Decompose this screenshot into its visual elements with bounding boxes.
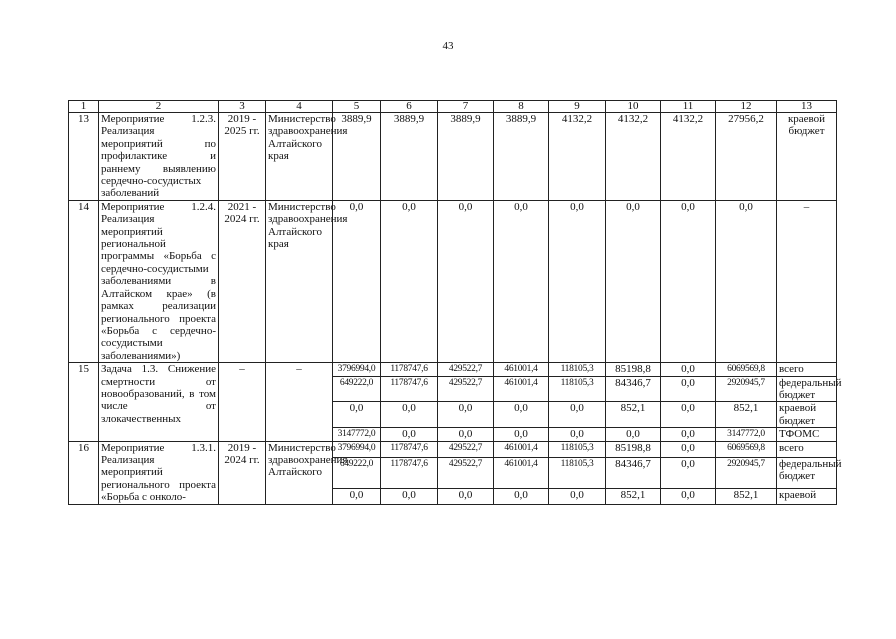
value-cell: 1178747,6 — [381, 363, 438, 376]
value-cell: 852,1 — [606, 402, 661, 428]
value-cell: 852,1 — [716, 402, 777, 428]
value-cell: 0,0 — [549, 200, 606, 362]
value-cell: 0,0 — [381, 200, 438, 362]
value-cell: 461001,4 — [494, 363, 549, 376]
value-cell: 118105,3 — [549, 376, 606, 402]
row-period: – — [219, 363, 266, 441]
table-row — [69, 441, 837, 457]
value-cell: 0,0 — [333, 488, 381, 504]
column-header: 8 — [494, 101, 549, 113]
value-cell: 4132,2 — [661, 113, 716, 201]
funding-source: ТФОМС — [777, 428, 837, 441]
row-executor: Министерство здравоохранения Алтайского — [266, 441, 333, 504]
value-cell: 0,0 — [606, 200, 661, 362]
column-header: 1 — [69, 101, 99, 113]
value-cell: 3889,9 — [381, 113, 438, 201]
value-cell: 0,0 — [381, 428, 438, 441]
budget-table — [68, 100, 842, 505]
column-header: 13 — [777, 101, 837, 113]
column-header: 4 — [266, 101, 333, 113]
value-cell: 4132,2 — [549, 113, 606, 201]
value-cell: 85198,8 — [606, 363, 661, 376]
row-number: 16 — [69, 441, 99, 504]
value-cell: 0,0 — [494, 200, 549, 362]
value-cell: 0,0 — [438, 200, 494, 362]
value-cell: 27956,2 — [716, 113, 777, 201]
value-cell: 0,0 — [381, 402, 438, 428]
funding-source: краевой — [777, 488, 837, 504]
value-cell: 0,0 — [661, 428, 716, 441]
page-number: 43 — [442, 40, 454, 52]
column-header: 10 — [606, 101, 661, 113]
row-name: Задача 1.3. Снижение смертности от новообразований, в том числе от злокачественных — [99, 363, 219, 441]
value-cell: 0,0 — [438, 402, 494, 428]
value-cell: 0,0 — [494, 488, 549, 504]
value-cell: 461001,4 — [494, 376, 549, 402]
value-cell: 6069569,8 — [716, 441, 777, 457]
table-row — [69, 200, 837, 362]
value-cell: 0,0 — [549, 402, 606, 428]
header-row — [69, 101, 837, 113]
column-header: 5 — [333, 101, 381, 113]
value-cell: 1178747,6 — [381, 376, 438, 402]
value-cell: 85198,8 — [606, 441, 661, 457]
table-row — [69, 363, 837, 376]
row-number: 14 — [69, 200, 99, 362]
value-cell: 0,0 — [494, 428, 549, 441]
value-cell: 3889,9 — [438, 113, 494, 201]
value-cell: 0,0 — [438, 428, 494, 441]
row-executor: – — [266, 363, 333, 441]
value-cell: 118105,3 — [549, 457, 606, 488]
funding-source: краевой бюджет — [777, 113, 837, 201]
value-cell: 0,0 — [549, 428, 606, 441]
value-cell: 2920945,7 — [716, 457, 777, 488]
value-cell: 6069569,8 — [716, 363, 777, 376]
value-cell: 0,0 — [494, 402, 549, 428]
row-executor: Министерство здравоохранения Алтайского края — [266, 200, 333, 362]
value-cell: 84346,7 — [606, 376, 661, 402]
value-cell: 429522,7 — [438, 376, 494, 402]
value-cell: 429522,7 — [438, 441, 494, 457]
value-cell: 0,0 — [661, 441, 716, 457]
value-cell: 0,0 — [333, 402, 381, 428]
value-cell: 1178747,6 — [381, 441, 438, 457]
value-cell: 0,0 — [661, 200, 716, 362]
value-cell: 4132,2 — [606, 113, 661, 201]
value-cell: 0,0 — [606, 428, 661, 441]
column-header: 3 — [219, 101, 266, 113]
row-period: 2021 - 2024 гг. — [219, 200, 266, 362]
column-header: 2 — [99, 101, 219, 113]
column-header: 12 — [716, 101, 777, 113]
value-cell: 461001,4 — [494, 441, 549, 457]
value-cell: 3796994,0 — [333, 441, 381, 457]
value-cell: 852,1 — [606, 488, 661, 504]
funding-source: всего — [777, 441, 837, 457]
value-cell: 429522,7 — [438, 363, 494, 376]
row-name: Мероприятие 1.2.4. Реализация мероприятий региональной программы «Борьба с сердечно-сосудистыми заболеваниями в Алтайском крае» (в рамках реализации регионального проекта «Борьба с сердечно-сосудистыми заболеваниями») — [99, 200, 219, 362]
row-executor: Министерство здравоохранения Алтайского края — [266, 113, 333, 201]
value-cell: 852,1 — [716, 488, 777, 504]
value-cell: 3889,9 — [333, 113, 381, 201]
column-header: 9 — [549, 101, 606, 113]
value-cell: 0,0 — [661, 457, 716, 488]
value-cell: 0,0 — [716, 200, 777, 362]
table-row — [69, 113, 837, 201]
value-cell: 2920945,7 — [716, 376, 777, 402]
row-period: 2019 - 2024 гг. — [219, 441, 266, 504]
funding-source: федеральный бюджет — [777, 376, 837, 402]
value-cell: 1178747,6 — [381, 457, 438, 488]
funding-source: всего — [777, 363, 837, 376]
row-period: 2019 - 2025 гг. — [219, 113, 266, 201]
row-name: Мероприятие 1.3.1. Реализация мероприятий регионального проекта «Борьба с онколо- — [99, 441, 219, 504]
value-cell: 3796994,0 — [333, 363, 381, 376]
column-header: 7 — [438, 101, 494, 113]
value-cell: 0,0 — [661, 402, 716, 428]
value-cell: 429522,7 — [438, 457, 494, 488]
column-header: 6 — [381, 101, 438, 113]
value-cell: 0,0 — [549, 488, 606, 504]
value-cell: 84346,7 — [606, 457, 661, 488]
funding-source: – — [777, 200, 837, 362]
row-number: 13 — [69, 113, 99, 201]
value-cell: 3889,9 — [494, 113, 549, 201]
funding-source: краевой бюджет — [777, 402, 837, 428]
value-cell: 3147772,0 — [333, 428, 381, 441]
value-cell: 649222,0 — [333, 376, 381, 402]
value-cell: 0,0 — [661, 363, 716, 376]
row-name: Мероприятие 1.2.3. Реализация мероприятий по профилактике и раннему выявлению сердечно-сосудистых заболеваний — [99, 113, 219, 201]
value-cell: 461001,4 — [494, 457, 549, 488]
value-cell: 649222,0 — [333, 457, 381, 488]
row-number: 15 — [69, 363, 99, 441]
funding-source: федеральный бюджет — [777, 457, 837, 488]
column-header: 11 — [661, 101, 716, 113]
value-cell: 118105,3 — [549, 363, 606, 376]
value-cell: 118105,3 — [549, 441, 606, 457]
value-cell: 0,0 — [661, 376, 716, 402]
value-cell: 0,0 — [661, 488, 716, 504]
value-cell: 0,0 — [381, 488, 438, 504]
value-cell: 3147772,0 — [716, 428, 777, 441]
value-cell: 0,0 — [438, 488, 494, 504]
value-cell: 0,0 — [333, 200, 381, 362]
